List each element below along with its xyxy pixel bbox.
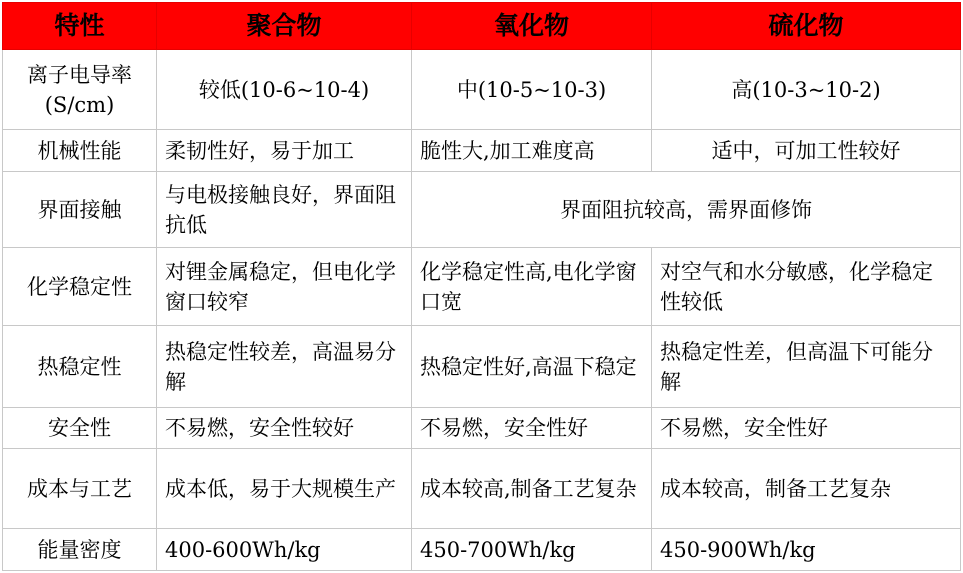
cell-sulfide-cost: 成本较高，制备工艺复杂 bbox=[652, 449, 961, 529]
cell-oxide-safety: 不易燃，安全性好 bbox=[412, 408, 652, 449]
header-row bbox=[3, 3, 961, 50]
cell-sulfide-conductivity: 高(10-3~10-2) bbox=[652, 50, 961, 130]
cell-sulfide-chemical: 对空气和水分敏感，化学稳定性较低 bbox=[652, 248, 961, 326]
table-row bbox=[3, 449, 961, 529]
cell-polymer-thermal: 热稳定性较差，高温易分解 bbox=[157, 326, 412, 408]
cell-sulfide-safety: 不易燃，安全性好 bbox=[652, 408, 961, 449]
table-row bbox=[3, 248, 961, 326]
cell-polymer-energy: 400-600Wh/kg bbox=[157, 529, 412, 571]
row-label-interface: 界面接触 bbox=[3, 172, 157, 248]
cell-polymer-chemical: 对锂金属稳定，但电化学窗口较窄 bbox=[157, 248, 412, 326]
row-label-mechanical: 机械性能 bbox=[3, 130, 157, 172]
table-row bbox=[3, 130, 961, 172]
row-label-thermal: 热稳定性 bbox=[3, 326, 157, 408]
cell-sulfide-energy: 450-900Wh/kg bbox=[652, 529, 961, 571]
table-row bbox=[3, 172, 961, 248]
header-property: 特性 bbox=[3, 3, 157, 50]
row-label-cost: 成本与工艺 bbox=[3, 449, 157, 529]
cell-polymer-safety: 不易燃，安全性较好 bbox=[157, 408, 412, 449]
cell-polymer-cost: 成本低，易于大规模生产 bbox=[157, 449, 412, 529]
cell-polymer-mechanical: 柔韧性好，易于加工 bbox=[157, 130, 412, 172]
cell-oxide-energy: 450-700Wh/kg bbox=[412, 529, 652, 571]
cell-sulfide-mechanical: 适中，可加工性较好 bbox=[652, 130, 961, 172]
table-row bbox=[3, 408, 961, 449]
cell-polymer-conductivity: 较低(10-6~10-4) bbox=[157, 50, 412, 130]
cell-oxide-mechanical: 脆性大,加工难度高 bbox=[412, 130, 652, 172]
row-label-chemical: 化学稳定性 bbox=[3, 248, 157, 326]
header-oxide: 氧化物 bbox=[412, 3, 652, 50]
table-row bbox=[3, 529, 961, 571]
table-row bbox=[3, 50, 961, 130]
header-polymer: 聚合物 bbox=[157, 3, 412, 50]
cell-oxide-cost: 成本较高,制备工艺复杂 bbox=[412, 449, 652, 529]
row-label-conductivity: 离子电导率(S/cm) bbox=[3, 50, 157, 130]
row-label-energy: 能量密度 bbox=[3, 529, 157, 571]
cell-polymer-interface: 与电极接触良好，界面阻抗低 bbox=[157, 172, 412, 248]
cell-sulfide-thermal: 热稳定性差，但高温下可能分解 bbox=[652, 326, 961, 408]
cell-oxide-thermal: 热稳定性好,高温下稳定 bbox=[412, 326, 652, 408]
comparison-table bbox=[2, 2, 961, 571]
cell-oxide-chemical: 化学稳定性高,电化学窗口宽 bbox=[412, 248, 652, 326]
header-sulfide: 硫化物 bbox=[652, 3, 961, 50]
cell-oxide-sulfide-interface: 界面阻抗较高，需界面修饰 bbox=[412, 172, 961, 248]
row-label-safety: 安全性 bbox=[3, 408, 157, 449]
cell-oxide-conductivity: 中(10-5~10-3) bbox=[412, 50, 652, 130]
table-row bbox=[3, 326, 961, 408]
